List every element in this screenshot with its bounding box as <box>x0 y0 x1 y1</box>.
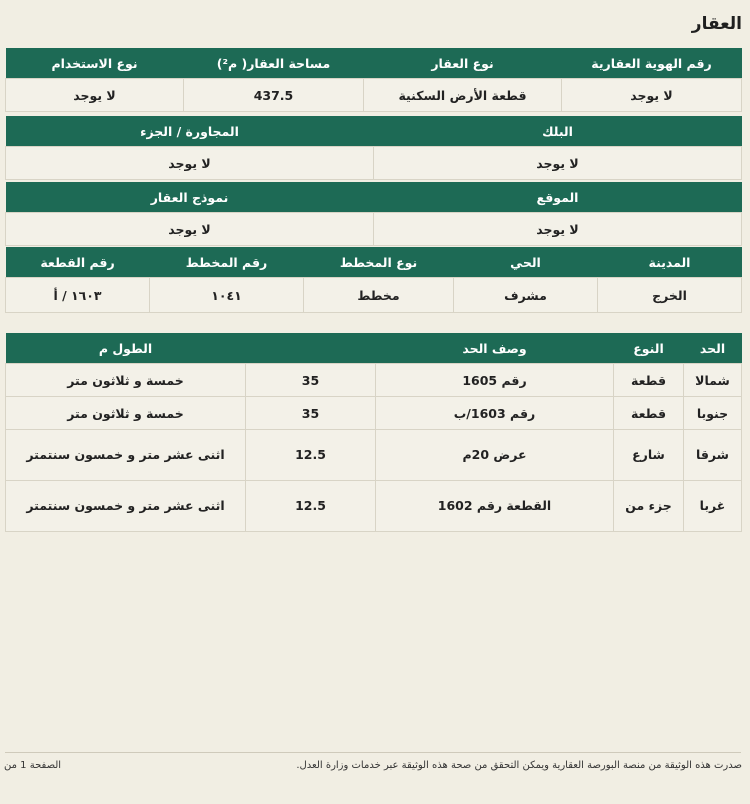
property-info-table <box>5 48 742 112</box>
value-site: لا يوجد <box>374 213 742 246</box>
table-row <box>6 481 742 532</box>
boundary-length: 35 <box>246 364 376 397</box>
header-plan-type: نوع المخطط <box>304 247 454 278</box>
table-row <box>6 397 742 430</box>
header-site: الموقع <box>374 182 742 213</box>
boundary-length-text: خمسة و ثلاثون متر <box>6 397 246 430</box>
header-block: البلك <box>374 116 742 147</box>
boundary-side: شرقا <box>684 430 742 481</box>
boundary-side: جنوبا <box>684 397 742 430</box>
boundary-length: 12.5 <box>246 430 376 481</box>
boundary-description: عرض 20م <box>376 430 614 481</box>
header-boundary: الحد <box>684 333 742 364</box>
value-plot-number: ١٦٠٣ / أ <box>6 278 150 313</box>
boundary-type: شارع <box>614 430 684 481</box>
block-table <box>5 116 742 180</box>
header-property-model: نموذج العقار <box>6 182 374 213</box>
boundary-length-text: اثنى عشر متر و خمسون سنتمتر <box>6 430 246 481</box>
boundary-length: 35 <box>246 397 376 430</box>
value-property-model: لا يوجد <box>6 213 374 246</box>
table-row <box>6 430 742 481</box>
boundary-length-text: خمسة و ثلاثون متر <box>6 364 246 397</box>
boundary-side: غربا <box>684 481 742 532</box>
header-plot-number: رقم القطعة <box>6 247 150 278</box>
header-plan-number: رقم المخطط <box>150 247 304 278</box>
boundary-type: جزء من <box>614 481 684 532</box>
footer-note: صدرت هذه الوثيقة من منصة البورصة العقارية ويمكن التحقق من صحة هذه الوثيقة عبر خدمات وزارة العدل. <box>296 760 742 771</box>
header-usage-type: نوع الاستخدام <box>6 48 184 79</box>
site-table <box>5 182 742 246</box>
header-property-type: نوع العقار <box>364 48 562 79</box>
header-property-id: رقم الهوية العقارية <box>562 48 742 79</box>
header-length: الطول م <box>6 333 246 364</box>
header-district: الحي <box>454 247 598 278</box>
value-property-type: قطعة الأرض السكنية <box>364 79 562 112</box>
boundary-description: رقم 1603/ب <box>376 397 614 430</box>
boundary-length: 12.5 <box>246 481 376 532</box>
boundary-side: شمالا <box>684 364 742 397</box>
header-neighborhood-part: المجاورة / الجزء <box>6 116 374 147</box>
boundary-type: قطعة <box>614 364 684 397</box>
section-title: العقار <box>691 14 742 34</box>
value-plan-number: ١٠٤١ <box>150 278 304 313</box>
boundary-description: رقم 1605 <box>376 364 614 397</box>
boundary-type: قطعة <box>614 397 684 430</box>
header-property-area: مساحة العقار( م²) <box>184 48 364 79</box>
table-row <box>6 364 742 397</box>
value-block: لا يوجد <box>374 147 742 180</box>
location-table <box>5 247 742 313</box>
value-plan-type: مخطط <box>304 278 454 313</box>
value-neighborhood-part: لا يوجد <box>6 147 374 180</box>
value-property-id: لا يوجد <box>562 79 742 112</box>
page-number: الصفحة 1 من <box>4 760 62 771</box>
boundary-length-text: اثنى عشر متر و خمسون سنتمتر <box>6 481 246 532</box>
header-city: المدينة <box>598 247 742 278</box>
value-district: مشرف <box>454 278 598 313</box>
value-property-area: 437.5 <box>184 79 364 112</box>
value-usage-type: لا يوجد <box>6 79 184 112</box>
boundaries-table <box>5 333 742 532</box>
value-city: الخرج <box>598 278 742 313</box>
footer-divider <box>5 752 741 753</box>
boundary-description: القطعة رقم 1602 <box>376 481 614 532</box>
header-boundary-type: النوع <box>614 333 684 364</box>
header-boundary-description: وصف الحد <box>376 333 614 364</box>
header-length-number <box>246 333 376 364</box>
